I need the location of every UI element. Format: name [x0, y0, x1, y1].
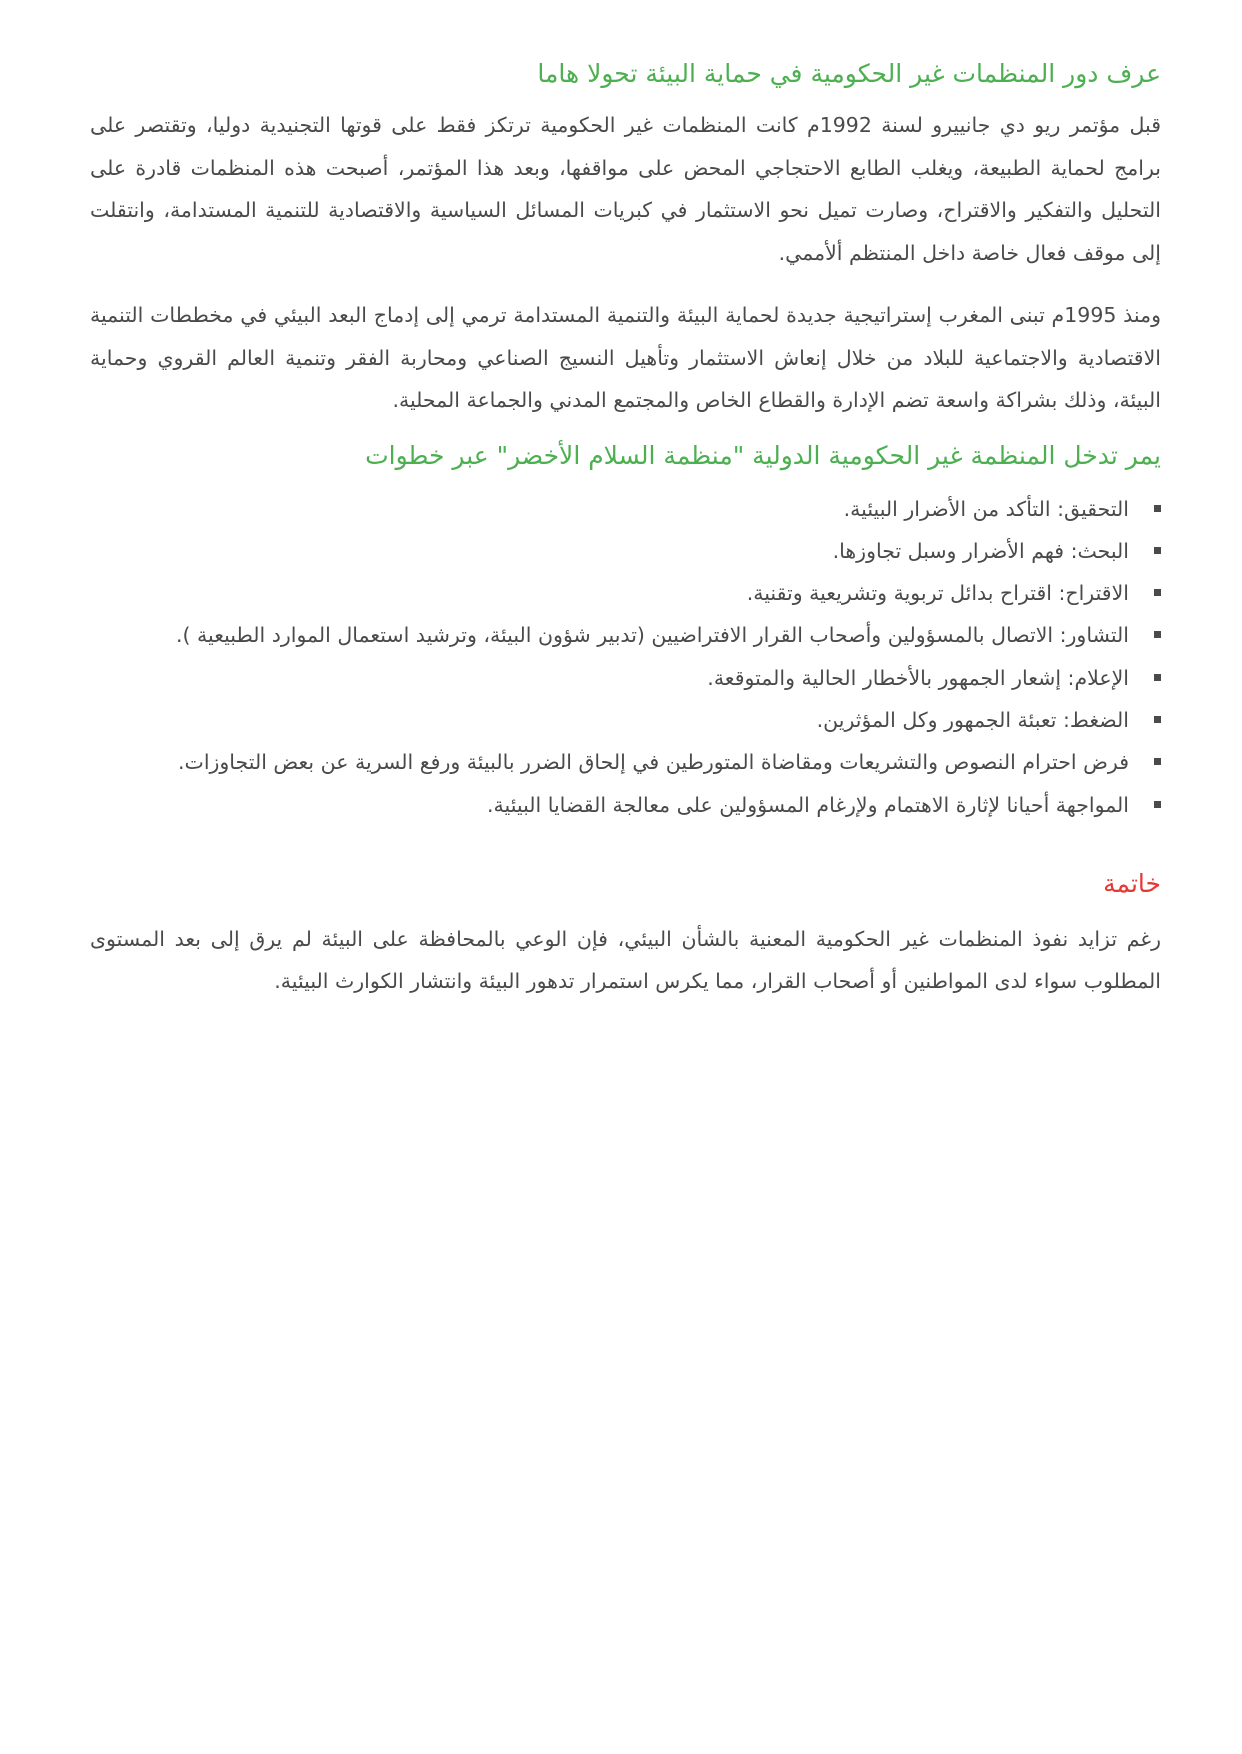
- step-text: التشاور: الاتصال بالمسؤولين وأصحاب القرار الافتراضيين (تدبير شؤون البيئة، وترشيد استعمال الموارد الطبيعية ).: [175, 623, 1129, 648]
- list-item: [90, 614, 1161, 656]
- step-text: فرض احترام النصوص والتشريعات ومقاضاة المتورطين في إلحاق الضرر بالبيئة ورفع السرية عن بعض التجاوزات.: [178, 750, 1129, 775]
- step-text: الإعلام: إشعار الجمهور بالأخطار الحالية والمتوقعة.: [707, 665, 1129, 690]
- list-item: [90, 572, 1161, 614]
- steps-list: [90, 488, 1161, 826]
- conclusion-paragraph: رغم تزايد نفوذ المنظمات غير الحكومية المعنية بالشأن البيئي، فإن الوعي بالمحافظة على البيئة لم يرق إلى بعد المستوى المطلوب سواء لدى المواطنين أو أصحاب القرار، مما يكرس استمرار تدهور البيئة وانتشار الكوارث البيئية.: [90, 926, 1161, 994]
- square-bullet-icon: [1154, 631, 1161, 638]
- square-bullet-icon: [1154, 758, 1161, 765]
- step-text: الضغط: تعبئة الجمهور وكل المؤثرين.: [816, 707, 1129, 732]
- list-item: [90, 784, 1161, 826]
- square-bullet-icon: [1154, 801, 1161, 808]
- square-bullet-icon: [1154, 716, 1161, 723]
- section1-heading: عرف دور المنظمات غير الحكومية في حماية البيئة تحولا هاما: [537, 59, 1161, 88]
- step-text: الاقتراح: اقتراح بدائل تربوية وتشريعية وتقنية.: [746, 581, 1129, 606]
- list-item: [90, 741, 1161, 783]
- square-bullet-icon: [1154, 505, 1161, 512]
- conclusion-heading: خاتمة: [1103, 868, 1161, 898]
- section1-paragraph-1: قبل مؤتمر ريو دي جانييرو لسنة 1992م كانت المنظمات غير الحكومية ترتكز فقط على قوتها التجنيدية دوليا، وتقتصر على برامج لحماية الطبيعة، ويغلب الطابع الاحتجاجي المحض على مواقفها، وبعد هذا المؤتمر، أصبحت هذه المنظمات قادرة على التحليل والتفكير والاقتراح، وصارت تميل نحو الاستثمار في كبريات المسائل السياسية والاقتصادية للتنمية المستدامة، وانتقلت إلى موقف فعال خاصة داخل المنتظم ألأممي.: [90, 113, 1161, 265]
- step-text: التحقيق: التأكد من الأضرار البيئية.: [843, 496, 1129, 521]
- step-text: البحث: فهم الأضرار وسبل تجاوزها.: [832, 538, 1129, 563]
- square-bullet-icon: [1154, 589, 1161, 596]
- list-item: [90, 530, 1161, 572]
- list-item: [90, 488, 1161, 530]
- section2-heading: يمر تدخل المنظمة غير الحكومية الدولية "منظمة السلام الأخضر" عبر خطوات: [365, 440, 1161, 470]
- square-bullet-icon: [1154, 674, 1161, 681]
- document-content: [90, 52, 1161, 1003]
- step-text: المواجهة أحيانا لإثارة الاهتمام ولإرغام المسؤولين على معالجة القضايا البيئية.: [487, 792, 1129, 817]
- section1-paragraph-2: ومنذ 1995م تبنى المغرب إستراتيجية جديدة لحماية البيئة والتنمية المستدامة ترمي إلى إدماج البعد البيئي في مخططات التنمية الاقتصادية والاجتماعية للبلاد من خلال إنعاش الاستثمار وتأهيل النسيج الصناعي ومحاربة الفقر وتنمية العالم القروي وحماية البيئة، وذلك بشراكة واسعة تضم الإدارة والقطاع الخاص والمجتمع المدني والجماعة المحلية.: [90, 303, 1161, 412]
- list-item: [90, 699, 1161, 741]
- square-bullet-icon: [1154, 547, 1161, 554]
- list-item: [90, 657, 1161, 699]
